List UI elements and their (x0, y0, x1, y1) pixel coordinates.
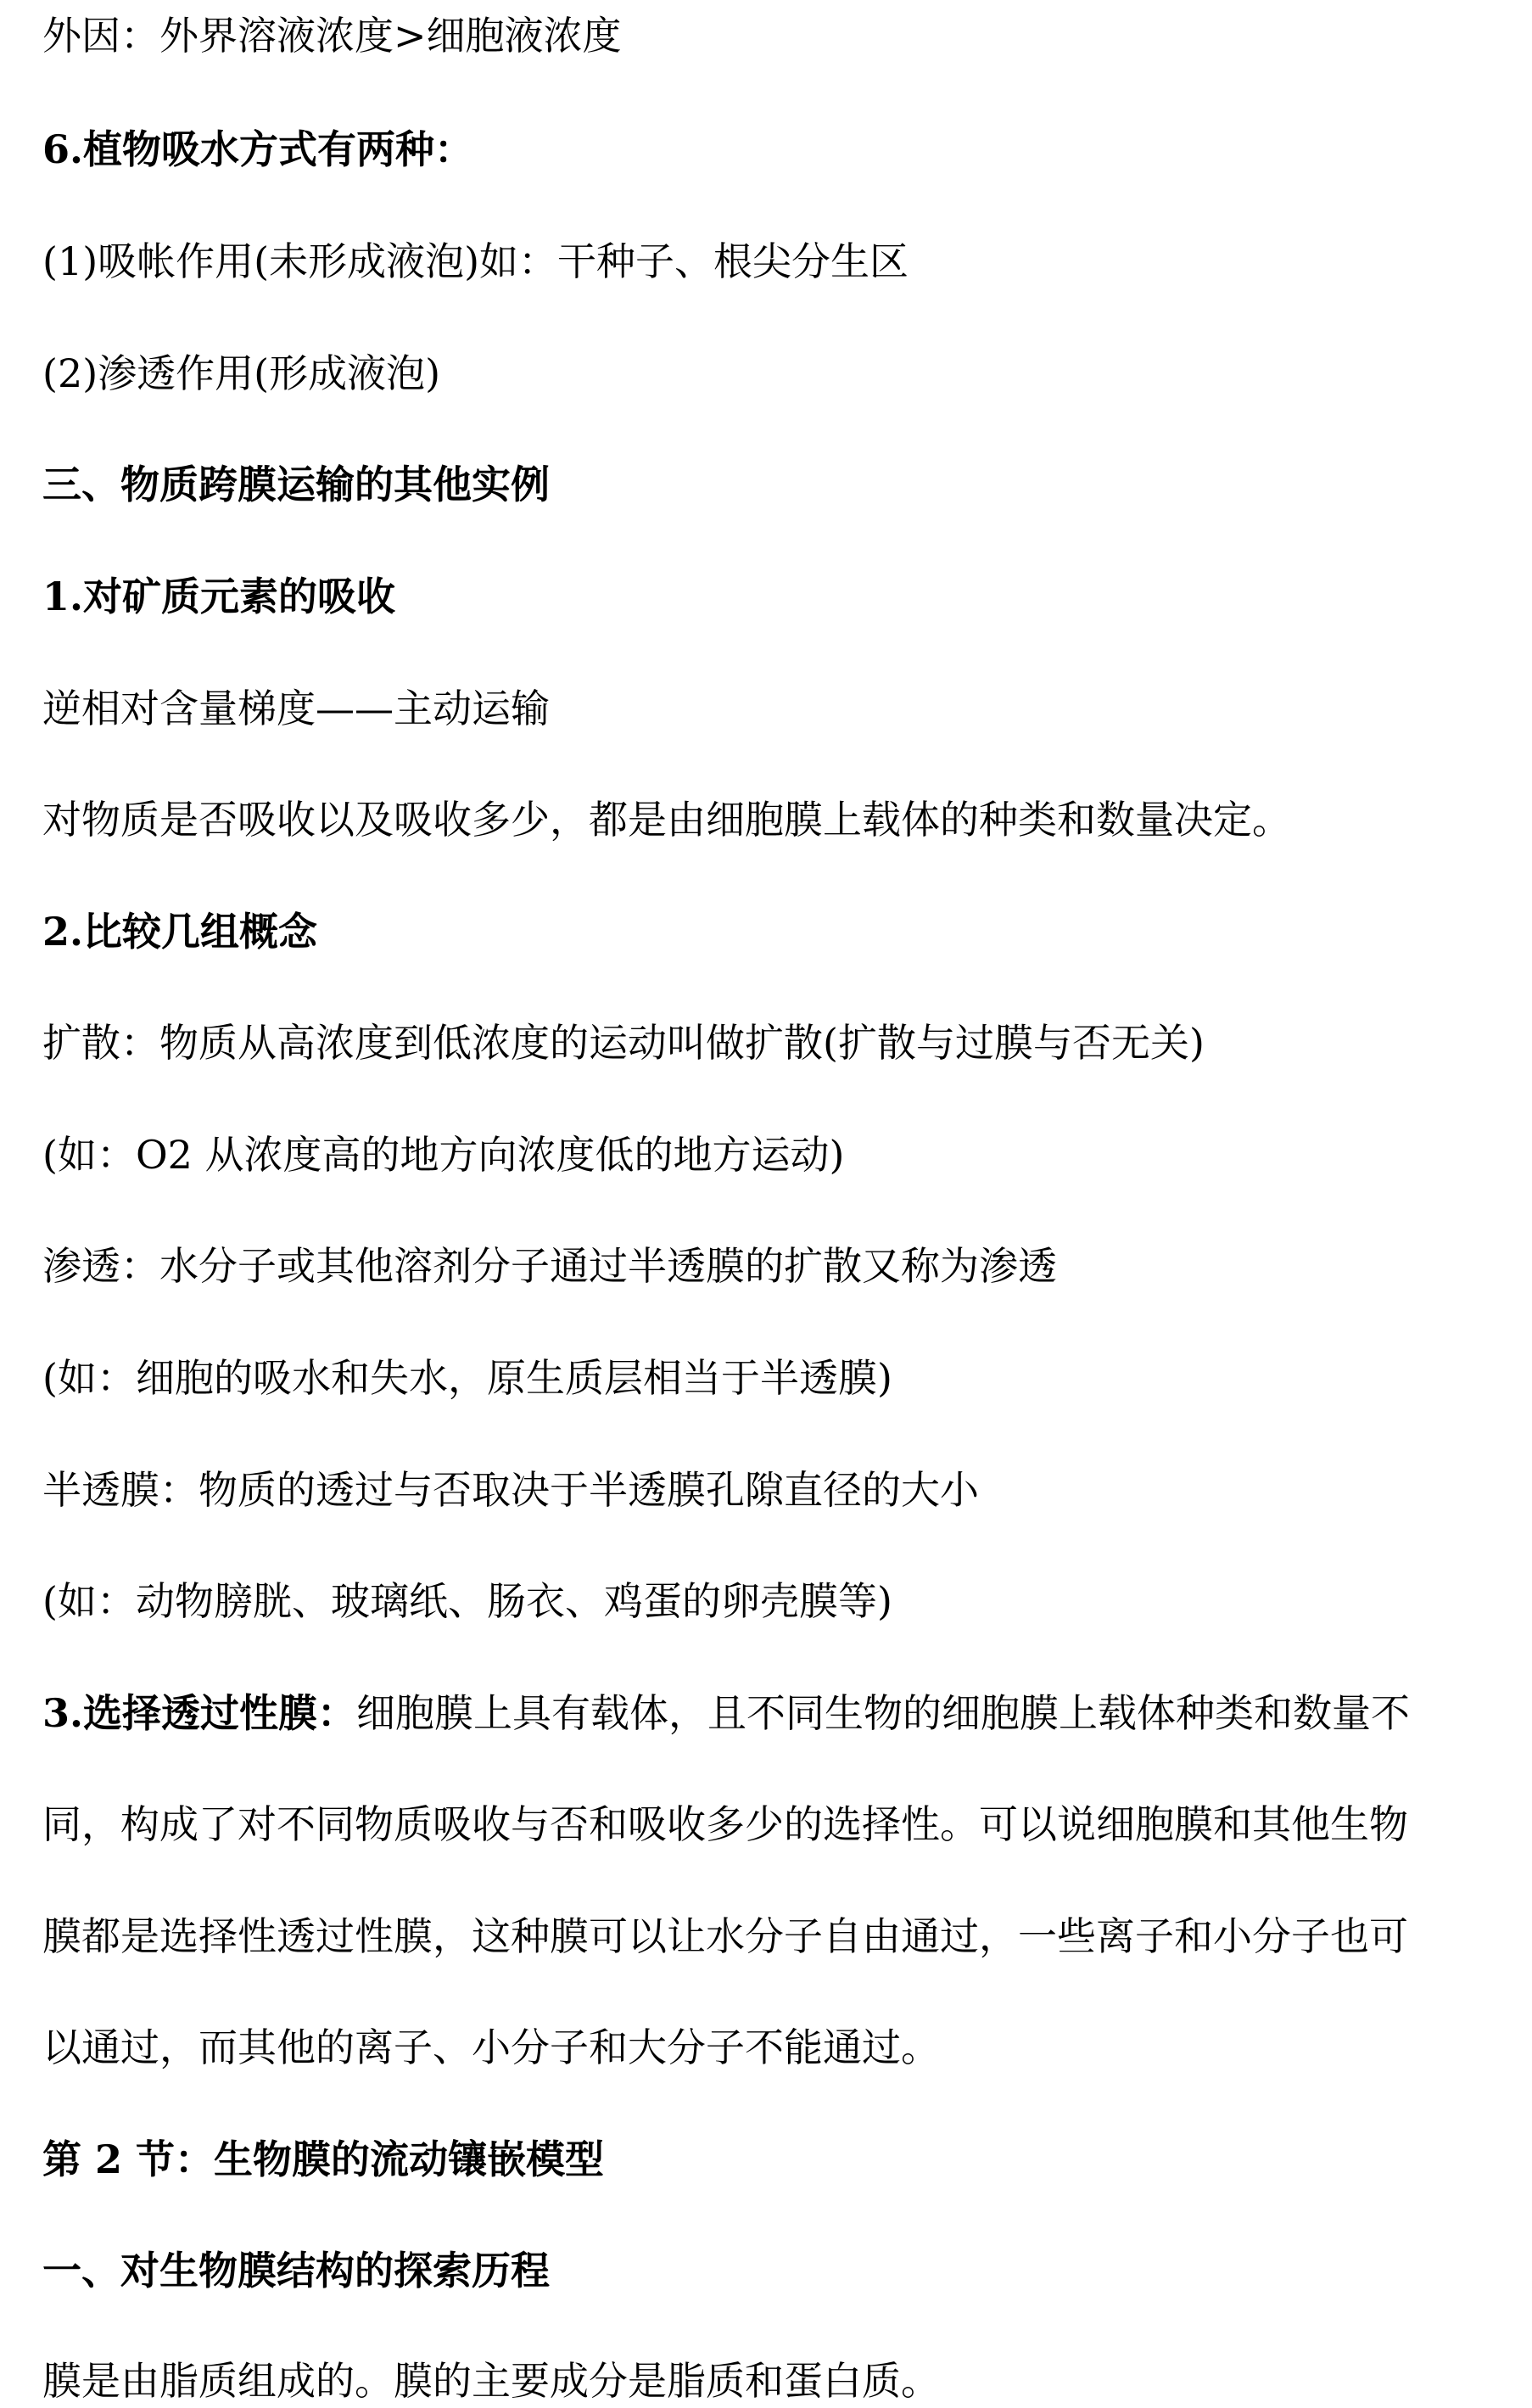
text-line-selectivity-cont-1: 同，构成了对不同物质吸收与否和吸收多少的选择性。可以说细胞膜和其他生物 (42, 1801, 1408, 1847)
text-line-imbibition: (1)吸帐作用(未形成液泡)如：干种子、根尖分生区 (42, 238, 909, 284)
selective-membrane-text: 细胞膜上具有载体，且不同生物的细胞膜上载体种类和数量不 (356, 1690, 1411, 1736)
text-line-selective-membrane (42, 1688, 1410, 1739)
selective-membrane-label: 3.选择透过性膜： (42, 1690, 357, 1736)
text-line-osmosis-vacuole: (2)渗透作用(形成液泡) (42, 350, 441, 396)
text-line-carrier-determines: 对物质是否吸收以及吸收多少，都是由细胞膜上载体的种类和数量决定。 (42, 797, 1291, 843)
text-line-active-transport: 逆相对含量梯度——主动运输 (42, 686, 550, 731)
heading-section-three: 三、物质跨膜运输的其他实例 (42, 462, 550, 507)
text-line-diffusion-example: (如：O2 从浓度高的地方向浓度低的地方运动) (42, 1132, 845, 1178)
text-line-selectivity-cont-3: 以通过，而其他的离子、小分子和大分子不能通过。 (42, 2024, 940, 2070)
text-line-semipermeable: 半透膜：物质的透过与否取决于半透膜孔隙直径的大小 (42, 1467, 979, 1513)
text-line-external-cause: 外因：外界溶液浓度>细胞液浓度 (42, 13, 622, 59)
heading-water-absorption-methods: 6.植物吸水方式有两种： (42, 126, 474, 172)
text-line-osmosis-example: (如：细胞的吸水和失水，原生质层相当于半透膜) (42, 1355, 892, 1401)
heading-section-2: 第 2 节：生物膜的流动镶嵌模型 (42, 2136, 605, 2182)
text-line-membrane-composition: 膜是由脂质组成的。膜的主要成分是脂质和蛋白质。 (42, 2358, 940, 2404)
text-line-osmosis: 渗透：水分子或其他溶剂分子通过半透膜的扩散又称为渗透 (42, 1243, 1057, 1289)
heading-compare-concepts: 2.比较几组概念 (42, 909, 318, 955)
heading-membrane-exploration: 一、对生物膜结构的探索历程 (42, 2248, 550, 2293)
text-line-semipermeable-example: (如：动物膀胱、玻璃纸、肠衣、鸡蛋的卵壳膜等) (42, 1578, 892, 1624)
text-line-diffusion: 扩散：物质从高浓度到低浓度的运动叫做扩散(扩散与过膜与否无关) (42, 1020, 1205, 1066)
text-line-selectivity-cont-2: 膜都是选择性透过性膜，这种膜可以让水分子自由通过，一些离子和小分子也可 (42, 1913, 1408, 1959)
heading-mineral-absorption: 1.对矿质元素的吸收 (42, 574, 396, 619)
